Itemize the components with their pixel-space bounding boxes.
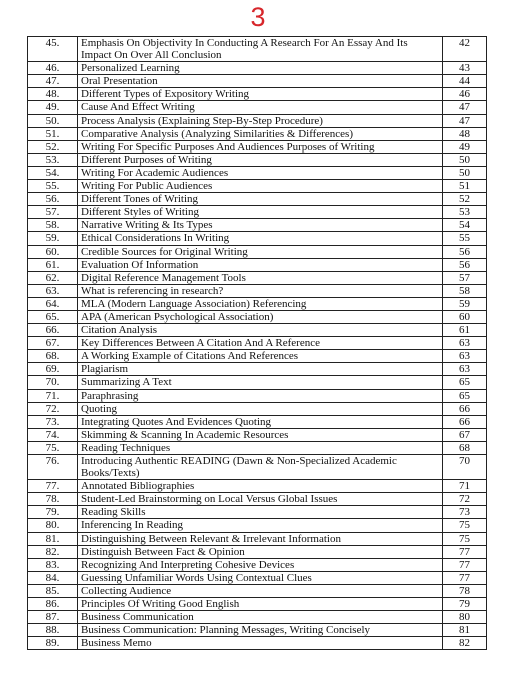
- toc-entry-number: 74.: [28, 428, 78, 441]
- toc-entry-title: Writing For Specific Purposes And Audiences Purposes of Writing: [78, 140, 443, 153]
- toc-row: [28, 455, 487, 480]
- toc-row: [28, 310, 487, 323]
- toc-entry-number: 54.: [28, 166, 78, 179]
- toc-entry-page: 63: [443, 363, 487, 376]
- toc-entry-title: Distinguishing Between Relevant & Irrelevant Information: [78, 532, 443, 545]
- toc-entry-title: Introducing Authentic READING (Dawn & Non-Specialized Academic Books/Texts): [78, 455, 443, 480]
- toc-row: [28, 166, 487, 179]
- toc-row: [28, 62, 487, 75]
- toc-entry-title: Distinguish Between Fact & Opinion: [78, 545, 443, 558]
- toc-entry-number: 76.: [28, 455, 78, 480]
- toc-row: [28, 506, 487, 519]
- toc-entry-number: 85.: [28, 584, 78, 597]
- toc-row: [28, 441, 487, 454]
- toc-entry-title: Citation Analysis: [78, 324, 443, 337]
- toc-entry-title: Cause And Effect Writing: [78, 101, 443, 114]
- toc-entry-number: 79.: [28, 506, 78, 519]
- toc-row: [28, 428, 487, 441]
- toc-entry-page: 66: [443, 402, 487, 415]
- toc-entry-page: 48: [443, 127, 487, 140]
- toc-entry-title: Quoting: [78, 402, 443, 415]
- toc-entry-page: 75: [443, 532, 487, 545]
- toc-entry-page: 47: [443, 101, 487, 114]
- toc-row: [28, 415, 487, 428]
- toc-entry-page: 72: [443, 493, 487, 506]
- toc-entry-page: 46: [443, 88, 487, 101]
- toc-row: [28, 389, 487, 402]
- toc-entry-number: 80.: [28, 519, 78, 532]
- toc-entry-page: 80: [443, 611, 487, 624]
- toc-entry-title: Skimming & Scanning In Academic Resources: [78, 428, 443, 441]
- toc-entry-page: 53: [443, 206, 487, 219]
- toc-entry-number: 55.: [28, 180, 78, 193]
- toc-entry-page: 77: [443, 545, 487, 558]
- toc-row: [28, 598, 487, 611]
- toc-entry-title: Different Types of Expository Writing: [78, 88, 443, 101]
- toc-entry-number: 53.: [28, 153, 78, 166]
- toc-row: [28, 284, 487, 297]
- toc-entry-page: 56: [443, 245, 487, 258]
- toc-row: [28, 363, 487, 376]
- toc-entry-number: 61.: [28, 258, 78, 271]
- toc-row: [28, 637, 487, 650]
- toc-entry-page: 63: [443, 350, 487, 363]
- toc-entry-title: Evaluation Of Information: [78, 258, 443, 271]
- toc-entry-page: 52: [443, 193, 487, 206]
- toc-entry-page: 71: [443, 480, 487, 493]
- toc-entry-title: Narrative Writing & Its Types: [78, 219, 443, 232]
- toc-row: [28, 245, 487, 258]
- toc-entry-page: 44: [443, 75, 487, 88]
- toc-entry-number: 47.: [28, 75, 78, 88]
- toc-entry-title: Process Analysis (Explaining Step-By-Step Procedure): [78, 114, 443, 127]
- toc-body: [28, 37, 487, 650]
- toc-entry-title: Emphasis On Objectivity In Conducting A Research For An Essay And Its Impact On Over All Conclusion: [78, 37, 443, 62]
- toc-row: [28, 350, 487, 363]
- toc-row: [28, 140, 487, 153]
- toc-entry-title: Paraphrasing: [78, 389, 443, 402]
- toc-entry-title: Digital Reference Management Tools: [78, 271, 443, 284]
- toc-row: [28, 480, 487, 493]
- toc-entry-title: Oral Presentation: [78, 75, 443, 88]
- toc-entry-page: 49: [443, 140, 487, 153]
- toc-row: [28, 624, 487, 637]
- toc-entry-title: Reading Techniques: [78, 441, 443, 454]
- toc-row: [28, 206, 487, 219]
- toc-row: [28, 101, 487, 114]
- page-number: 3: [250, 2, 266, 32]
- toc-row: [28, 376, 487, 389]
- toc-row: [28, 232, 487, 245]
- toc-entry-title: Different Purposes of Writing: [78, 153, 443, 166]
- toc-entry-page: 70: [443, 455, 487, 480]
- toc-row: [28, 180, 487, 193]
- toc-entry-title: Personalized Learning: [78, 62, 443, 75]
- toc-row: [28, 611, 487, 624]
- toc-entry-page: 68: [443, 441, 487, 454]
- toc-entry-number: 72.: [28, 402, 78, 415]
- toc-row: [28, 88, 487, 101]
- toc-row: [28, 532, 487, 545]
- toc-row: [28, 297, 487, 310]
- toc-entry-page: 61: [443, 324, 487, 337]
- toc-entry-number: 73.: [28, 415, 78, 428]
- toc-entry-number: 50.: [28, 114, 78, 127]
- toc-entry-page: 73: [443, 506, 487, 519]
- toc-entry-title: Annotated Bibliographies: [78, 480, 443, 493]
- toc-entry-page: 57: [443, 271, 487, 284]
- toc-entry-title: Comparative Analysis (Analyzing Similarities & Differences): [78, 127, 443, 140]
- toc-entry-title: Credible Sources for Original Writing: [78, 245, 443, 258]
- toc-entry-number: 45.: [28, 37, 78, 62]
- toc-entry-title: Inferencing In Reading: [78, 519, 443, 532]
- toc-row: [28, 37, 487, 62]
- toc-entry-page: 77: [443, 558, 487, 571]
- toc-entry-page: 55: [443, 232, 487, 245]
- toc-entry-page: 63: [443, 337, 487, 350]
- toc-entry-title: Business Communication: [78, 611, 443, 624]
- toc-row: [28, 193, 487, 206]
- toc-entry-number: 60.: [28, 245, 78, 258]
- toc-entry-title: Business Memo: [78, 637, 443, 650]
- toc-entry-title: Different Styles of Writing: [78, 206, 443, 219]
- toc-entry-title: A Working Example of Citations And References: [78, 350, 443, 363]
- toc-entry-title: Summarizing A Text: [78, 376, 443, 389]
- toc-entry-number: 83.: [28, 558, 78, 571]
- toc-entry-page: 79: [443, 598, 487, 611]
- toc-entry-title: Writing For Public Audiences: [78, 180, 443, 193]
- toc-entry-page: 66: [443, 415, 487, 428]
- toc-entry-number: 56.: [28, 193, 78, 206]
- toc-entry-page: 77: [443, 571, 487, 584]
- toc-entry-page: 65: [443, 389, 487, 402]
- toc-entry-title: Student-Led Brainstorming on Local Versus Global Issues: [78, 493, 443, 506]
- toc-entry-number: 66.: [28, 324, 78, 337]
- toc-entry-page: 78: [443, 584, 487, 597]
- toc-entry-title: Principles Of Writing Good English: [78, 598, 443, 611]
- toc-row: [28, 271, 487, 284]
- toc-entry-page: 51: [443, 180, 487, 193]
- toc-entry-page: 47: [443, 114, 487, 127]
- toc-row: [28, 114, 487, 127]
- toc-entry-number: 64.: [28, 297, 78, 310]
- toc-entry-page: 59: [443, 297, 487, 310]
- toc-entry-title: MLA (Modern Language Association) Referencing: [78, 297, 443, 310]
- toc-row: [28, 519, 487, 532]
- toc-entry-number: 63.: [28, 284, 78, 297]
- toc-entry-title: Collecting Audience: [78, 584, 443, 597]
- toc-entry-page: 81: [443, 624, 487, 637]
- toc-entry-number: 81.: [28, 532, 78, 545]
- toc-row: [28, 545, 487, 558]
- toc-entry-number: 86.: [28, 598, 78, 611]
- toc-entry-number: 57.: [28, 206, 78, 219]
- toc-entry-title: Recognizing And Interpreting Cohesive Devices: [78, 558, 443, 571]
- toc-row: [28, 558, 487, 571]
- toc-row: [28, 493, 487, 506]
- toc-row: [28, 219, 487, 232]
- toc-entry-page: 75: [443, 519, 487, 532]
- toc-entry-title: What is referencing in research?: [78, 284, 443, 297]
- toc-entry-title: Integrating Quotes And Evidences Quoting: [78, 415, 443, 428]
- toc-entry-title: Key Differences Between A Citation And A Reference: [78, 337, 443, 350]
- toc-entry-number: 58.: [28, 219, 78, 232]
- toc-entry-number: 67.: [28, 337, 78, 350]
- toc-entry-number: 84.: [28, 571, 78, 584]
- toc-entry-number: 78.: [28, 493, 78, 506]
- toc-row: [28, 584, 487, 597]
- toc-entry-number: 52.: [28, 140, 78, 153]
- toc-entry-number: 68.: [28, 350, 78, 363]
- toc-entry-number: 87.: [28, 611, 78, 624]
- table-of-contents: [27, 36, 487, 650]
- toc-row: [28, 337, 487, 350]
- toc-entry-page: 65: [443, 376, 487, 389]
- toc-entry-page: 60: [443, 310, 487, 323]
- toc-entry-number: 75.: [28, 441, 78, 454]
- toc-entry-page: 56: [443, 258, 487, 271]
- toc-entry-page: 50: [443, 153, 487, 166]
- toc-row: [28, 402, 487, 415]
- toc-entry-number: 49.: [28, 101, 78, 114]
- toc-row: [28, 571, 487, 584]
- toc-entry-number: 51.: [28, 127, 78, 140]
- toc-entry-page: 43: [443, 62, 487, 75]
- toc-entry-number: 65.: [28, 310, 78, 323]
- toc-entry-page: 82: [443, 637, 487, 650]
- toc-entry-number: 82.: [28, 545, 78, 558]
- toc-entry-title: Ethical Considerations In Writing: [78, 232, 443, 245]
- toc-entry-number: 77.: [28, 480, 78, 493]
- toc-entry-number: 62.: [28, 271, 78, 284]
- toc-entry-number: 46.: [28, 62, 78, 75]
- toc-entry-number: 48.: [28, 88, 78, 101]
- toc-row: [28, 258, 487, 271]
- toc-entry-number: 59.: [28, 232, 78, 245]
- toc-entry-number: 89.: [28, 637, 78, 650]
- toc-entry-page: 54: [443, 219, 487, 232]
- toc-entry-page: 42: [443, 37, 487, 62]
- toc-entry-number: 69.: [28, 363, 78, 376]
- toc-entry-number: 88.: [28, 624, 78, 637]
- toc-row: [28, 75, 487, 88]
- toc-entry-number: 71.: [28, 389, 78, 402]
- toc-entry-title: APA (American Psychological Association): [78, 310, 443, 323]
- toc-entry-title: Writing For Academic Audiences: [78, 166, 443, 179]
- toc-entry-page: 67: [443, 428, 487, 441]
- toc-entry-title: Guessing Unfamiliar Words Using Contextual Clues: [78, 571, 443, 584]
- toc-entry-page: 50: [443, 166, 487, 179]
- toc-entry-title: Reading Skills: [78, 506, 443, 519]
- toc-row: [28, 324, 487, 337]
- toc-row: [28, 127, 487, 140]
- toc-entry-title: Plagiarism: [78, 363, 443, 376]
- toc-entry-title: Business Communication: Planning Messages, Writing Concisely: [78, 624, 443, 637]
- toc-row: [28, 153, 487, 166]
- toc-entry-number: 70.: [28, 376, 78, 389]
- toc-entry-title: Different Tones of Writing: [78, 193, 443, 206]
- toc-entry-page: 58: [443, 284, 487, 297]
